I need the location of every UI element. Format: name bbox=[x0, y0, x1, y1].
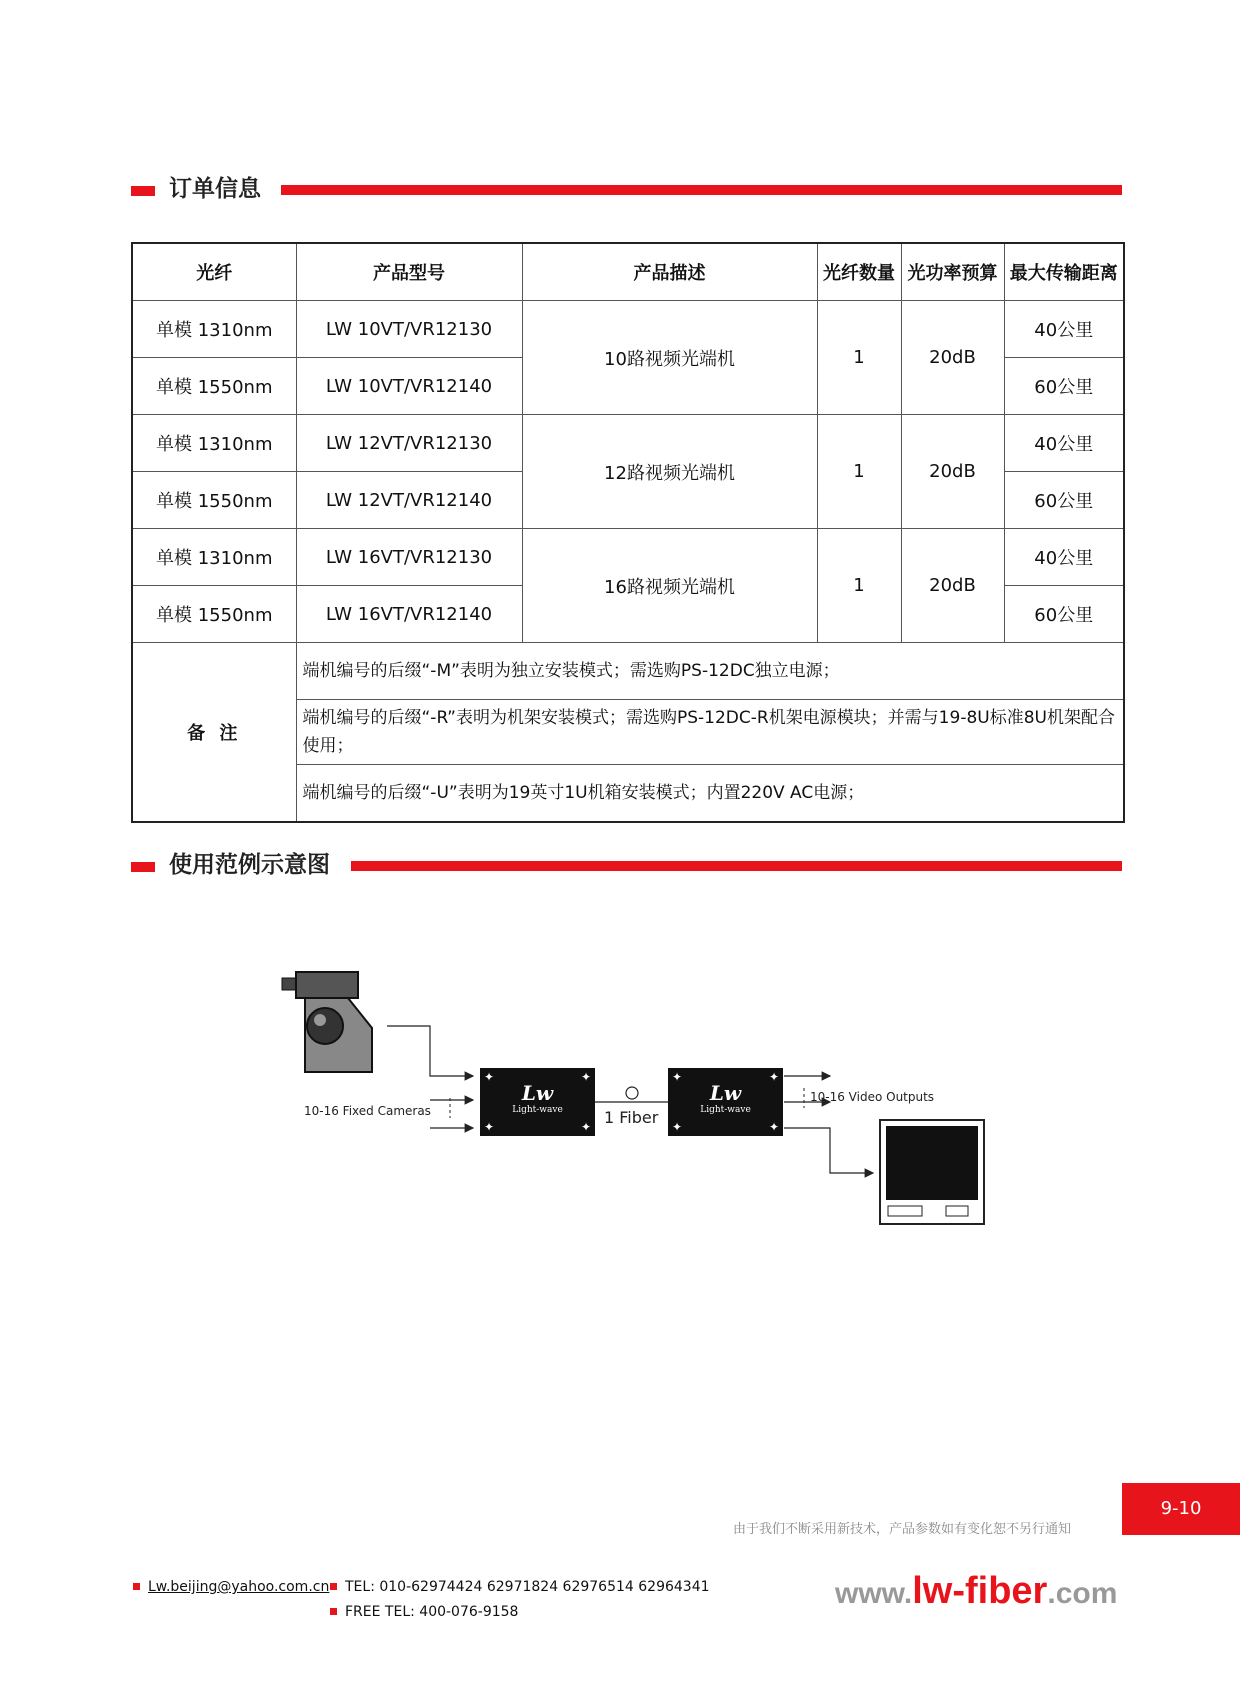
footer-email[interactable]: Lw.beijing@yahoo.com.cn bbox=[148, 1579, 330, 1595]
cell-model: LW 16VT/VR12140 bbox=[296, 586, 522, 643]
section-marker bbox=[131, 186, 155, 196]
cell-model: LW 16VT/VR12130 bbox=[296, 529, 522, 586]
cell-description: 10路视频光端机 bbox=[522, 301, 817, 415]
cell-distance: 40公里 bbox=[1004, 415, 1124, 472]
disclaimer-text: 由于我们不断采用新技术，产品参数如有变化恕不另行通知 bbox=[733, 1522, 1072, 1537]
cell-fiber: 单模 1550nm bbox=[132, 586, 296, 643]
cell-model: LW 12VT/VR12130 bbox=[296, 415, 522, 472]
cameras-label: 10-16 Fixed Cameras bbox=[304, 1104, 431, 1118]
cell-distance: 60公里 bbox=[1004, 472, 1124, 529]
table-row bbox=[132, 301, 1124, 358]
lw-logo bbox=[480, 1068, 595, 1116]
section-header-order-info bbox=[131, 174, 1122, 204]
cell-power-budget: 20dB bbox=[901, 301, 1004, 415]
footer-tel-item bbox=[330, 1579, 710, 1595]
cell-fiber: 单模 1310nm bbox=[132, 415, 296, 472]
cell-distance: 40公里 bbox=[1004, 529, 1124, 586]
receiver-unit: ✦ ✦ ✦ ✦ Lw Light-wave bbox=[668, 1068, 783, 1136]
table-row bbox=[132, 415, 1124, 472]
cell-distance: 60公里 bbox=[1004, 586, 1124, 643]
note-item: 端机编号的后缀“-R”表明为机架安装模式；需选购PS-12DC-R机架电源模块；并需与19-8U标准8U机架配合使用； bbox=[296, 700, 1124, 765]
footer-bullet bbox=[133, 1583, 140, 1590]
cell-fiber: 单模 1310nm bbox=[132, 301, 296, 358]
footer-bullet bbox=[330, 1583, 337, 1590]
footer-email-item bbox=[133, 1579, 329, 1595]
header-model: 产品型号 bbox=[296, 243, 522, 301]
footer-bullet bbox=[330, 1608, 337, 1615]
cell-fiber-count: 1 bbox=[817, 529, 901, 643]
section-title-order-info: 订单信息 bbox=[169, 176, 261, 202]
page-number: 9-10 bbox=[1122, 1483, 1240, 1535]
cell-description: 12路视频光端机 bbox=[522, 415, 817, 529]
footer-free-tel: FREE TEL: 400-076-9158 bbox=[345, 1604, 519, 1620]
monitor-icon bbox=[880, 1120, 984, 1224]
header-power-budget: 光功率预算 bbox=[901, 243, 1004, 301]
header-max-distance: 最大传输距离 bbox=[1004, 243, 1124, 301]
section-marker bbox=[131, 862, 155, 872]
cell-fiber-count: 1 bbox=[817, 301, 901, 415]
notes-row bbox=[132, 643, 1124, 700]
logo-sub: Light-wave bbox=[512, 1105, 563, 1115]
cell-fiber: 单模 1550nm bbox=[132, 472, 296, 529]
cell-fiber: 单模 1550nm bbox=[132, 358, 296, 415]
website-url[interactable] bbox=[835, 1570, 1117, 1613]
header-fiber: 光纤 bbox=[132, 243, 296, 301]
website-main: lw-fiber bbox=[912, 1570, 1048, 1612]
note-item: 端机编号的后缀“-U”表明为19英寸1U机箱安装模式；内置220V AC电源； bbox=[296, 765, 1124, 823]
fiber-label: 1 Fiber bbox=[604, 1108, 659, 1127]
camera-icon bbox=[282, 972, 372, 1072]
cell-distance: 60公里 bbox=[1004, 358, 1124, 415]
website-suffix: .com bbox=[1047, 1577, 1118, 1610]
section-rule bbox=[351, 861, 1122, 871]
logo-mark: Lw bbox=[521, 1081, 554, 1105]
section-title-usage-example: 使用范例示意图 bbox=[169, 852, 330, 878]
cell-model: LW 10VT/VR12130 bbox=[296, 301, 522, 358]
cell-power-budget: 20dB bbox=[901, 415, 1004, 529]
cell-fiber: 单模 1310nm bbox=[132, 529, 296, 586]
header-fiber-count: 光纤数量 bbox=[817, 243, 901, 301]
outputs-label: 10-16 Video Outputs bbox=[810, 1090, 935, 1104]
cell-model: LW 10VT/VR12140 bbox=[296, 358, 522, 415]
cell-power-budget: 20dB bbox=[901, 529, 1004, 643]
notes-label: 备 注 bbox=[132, 643, 296, 823]
cell-description: 16路视频光端机 bbox=[522, 529, 817, 643]
logo-mark: Lw bbox=[709, 1081, 742, 1105]
footer-tel: TEL: 010-62974424 62971824 62976514 62964341 bbox=[345, 1579, 710, 1595]
website-prefix: www. bbox=[835, 1577, 913, 1610]
logo-sub: Light-wave bbox=[700, 1105, 751, 1115]
section-header-usage-example bbox=[131, 850, 1122, 880]
cell-distance: 40公里 bbox=[1004, 301, 1124, 358]
note-item: 端机编号的后缀“-M”表明为独立安装模式；需选购PS-12DC独立电源； bbox=[296, 643, 1124, 700]
transmitter-unit: ✦ ✦ ✦ ✦ Lw Light-wave bbox=[480, 1068, 595, 1136]
section-rule bbox=[281, 185, 1122, 195]
header-description: 产品描述 bbox=[522, 243, 817, 301]
order-table bbox=[131, 242, 1125, 823]
table-header-row bbox=[132, 243, 1124, 301]
lw-logo bbox=[668, 1068, 783, 1116]
cell-model: LW 12VT/VR12140 bbox=[296, 472, 522, 529]
footer-free-tel-item bbox=[330, 1604, 518, 1620]
cell-fiber-count: 1 bbox=[817, 415, 901, 529]
usage-diagram bbox=[270, 960, 1000, 1230]
table-row bbox=[132, 529, 1124, 586]
